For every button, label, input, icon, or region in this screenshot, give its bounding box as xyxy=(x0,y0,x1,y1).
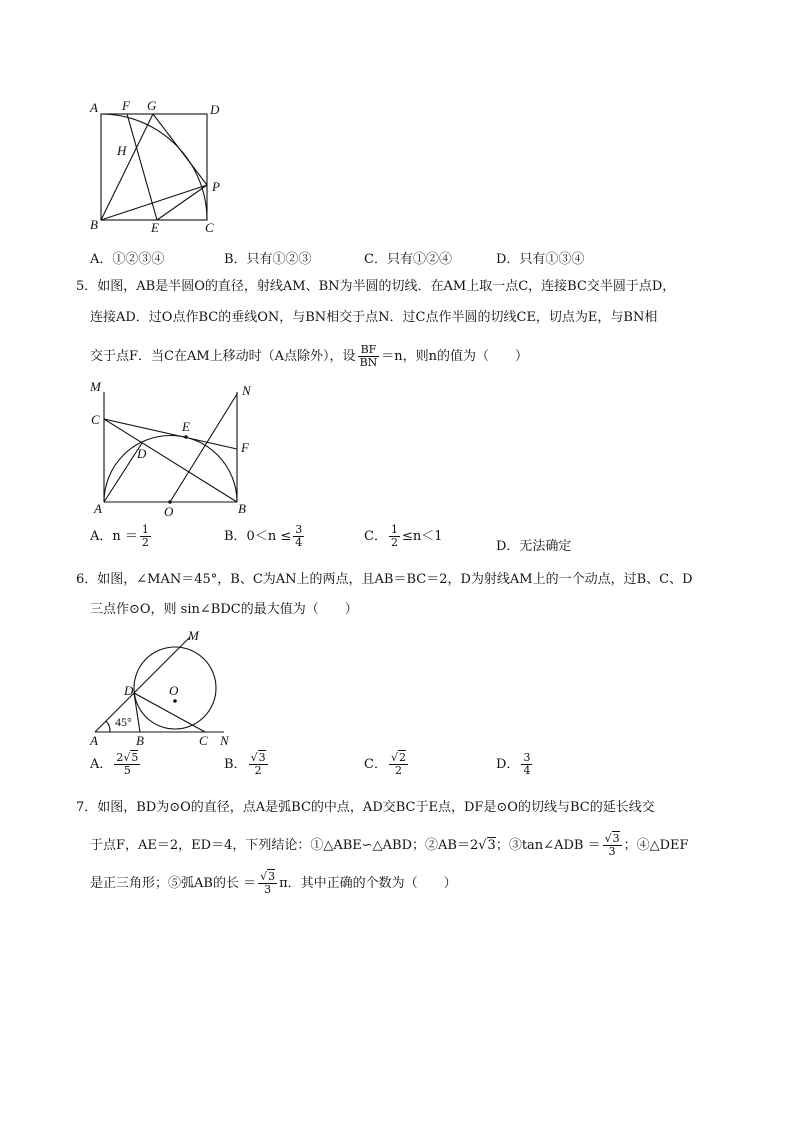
q4-square xyxy=(101,114,207,220)
q5-label-b: B xyxy=(238,501,246,516)
q6-option-c: C． $\frac{√2}{2}$ xyxy=(364,751,406,777)
q4-label-f: F xyxy=(122,98,130,113)
q5-label-a: A xyxy=(94,501,102,516)
q4-figure xyxy=(88,96,228,238)
q5-text-line1: 5．如图，AB是半圆O的直径，射线AM、BN为半圆的切线．在AM上取一点C，连接BC交半圆于点D， xyxy=(76,279,676,294)
q7-text-line2: 于点F，AE＝2，ED＝4，下列结论：①△ABE∽△ABD；②AB＝2√3；③tan∠ADB ＝ $\frac{√3}{3}$ ；④△DEF xyxy=(90,832,689,858)
q4-line-bg xyxy=(101,114,153,220)
q4-arc xyxy=(101,114,207,220)
q5-text-line2: 连接AD．过O点作BC的垂线ON，与BN相交于点N．过C点作半圆的切线CE，切点为E，与BN相 xyxy=(90,310,658,325)
q6-label-a: A xyxy=(90,733,98,748)
q5-line-on xyxy=(170,394,237,502)
q6-label-angle: 45° xyxy=(115,715,132,729)
q4-option-b: B．只有①②③ xyxy=(224,252,312,267)
q5-label-n: N xyxy=(242,383,251,398)
q4-line-fe xyxy=(127,114,157,220)
q5-semicircle xyxy=(104,436,237,502)
q6-figure xyxy=(86,624,242,750)
q6-text-line1: 6．如图，∠MAN＝45°，B、C为AN上的两点，且AB＝BC＝2，D为射线AM上的一个动点，过B、C、D xyxy=(76,572,693,587)
q5-label-c: C xyxy=(91,412,100,427)
q5-figure xyxy=(86,376,262,520)
q5-text-line3 xyxy=(90,344,528,369)
q6-angle-arc xyxy=(106,721,110,732)
q4-label-b: B xyxy=(90,217,98,232)
q6-option-b: B． $\frac{√3}{2}$ xyxy=(224,751,266,777)
q5-point-e xyxy=(184,435,188,439)
q5-label-o: O xyxy=(164,504,174,519)
q5-option-a: A．n ＝ $\frac{1}{2}$ xyxy=(90,523,149,549)
q6-label-o: O xyxy=(169,683,179,698)
q4-line-bp xyxy=(101,185,207,220)
q4-label-g: G xyxy=(147,98,157,113)
q5-label-d: D xyxy=(137,446,147,461)
q5-label-f: F xyxy=(241,440,249,455)
q7-text-line1: 7．如图，BD为⊙O的直径，点A是弧BC的中点，AD交BC于E点，DF是⊙O的切线与BC的延长线交 xyxy=(76,800,655,815)
q5-line-cb xyxy=(104,419,237,502)
q5-line3-b: ＝n，则n的值为（ ） xyxy=(381,349,529,364)
q4-option-d: D．只有①③④ xyxy=(496,252,585,267)
q6-option-d: D． $\frac{3}{4}$ xyxy=(496,751,531,777)
q4-option-a: A．①②③④ xyxy=(90,252,165,267)
q4-label-e: E xyxy=(151,220,159,235)
q6-label-b: B xyxy=(136,733,144,748)
q5-line3-a: 交于点F．当C在AM上移动时（A点除外），设 xyxy=(90,349,356,364)
q5-label-e: E xyxy=(182,419,190,434)
q6-label-n: N xyxy=(220,733,229,748)
q5-option-d: D．无法确定 xyxy=(496,539,572,554)
q6-label-d: D xyxy=(124,683,134,698)
q4-label-d: D xyxy=(210,102,220,117)
q4-line-gp xyxy=(153,114,207,185)
q5-option-b: B．0＜n ≤ $\frac{3}{4}$ xyxy=(224,523,303,549)
q4-option-c: C．只有①②④ xyxy=(364,252,452,267)
q5-label-m: M xyxy=(90,379,101,394)
q4-label-c: C xyxy=(205,220,214,235)
q4-label-h: H xyxy=(117,143,127,158)
q6-option-a: A． $\frac{2√5}{5}$ xyxy=(90,751,139,777)
q5-tangent-cf xyxy=(104,419,237,449)
q4-line-ep xyxy=(157,185,207,220)
q6-label-c: C xyxy=(199,733,208,748)
q5-fraction-bf-bn: $\frac{BF}{BN}$ xyxy=(359,343,378,369)
q4-label-a: A xyxy=(90,100,98,115)
q4-label-p: P xyxy=(212,179,220,194)
q7-text-line3: 是正三角形；⑤弧AB的长 ＝ $\frac{√3}{3}$ π．其中正确的个数为（ ） xyxy=(90,870,457,896)
q6-point-o xyxy=(173,699,177,703)
q6-line-db xyxy=(134,693,140,732)
q6-text-line2: 三点作⊙O，则 sin∠BDC的最大值为（ ） xyxy=(90,602,358,617)
q5-option-c: C． $\frac{1}{2}$ ≤n＜1 xyxy=(364,523,443,549)
q6-line-dc xyxy=(134,693,205,732)
q6-label-m: M xyxy=(188,628,199,643)
